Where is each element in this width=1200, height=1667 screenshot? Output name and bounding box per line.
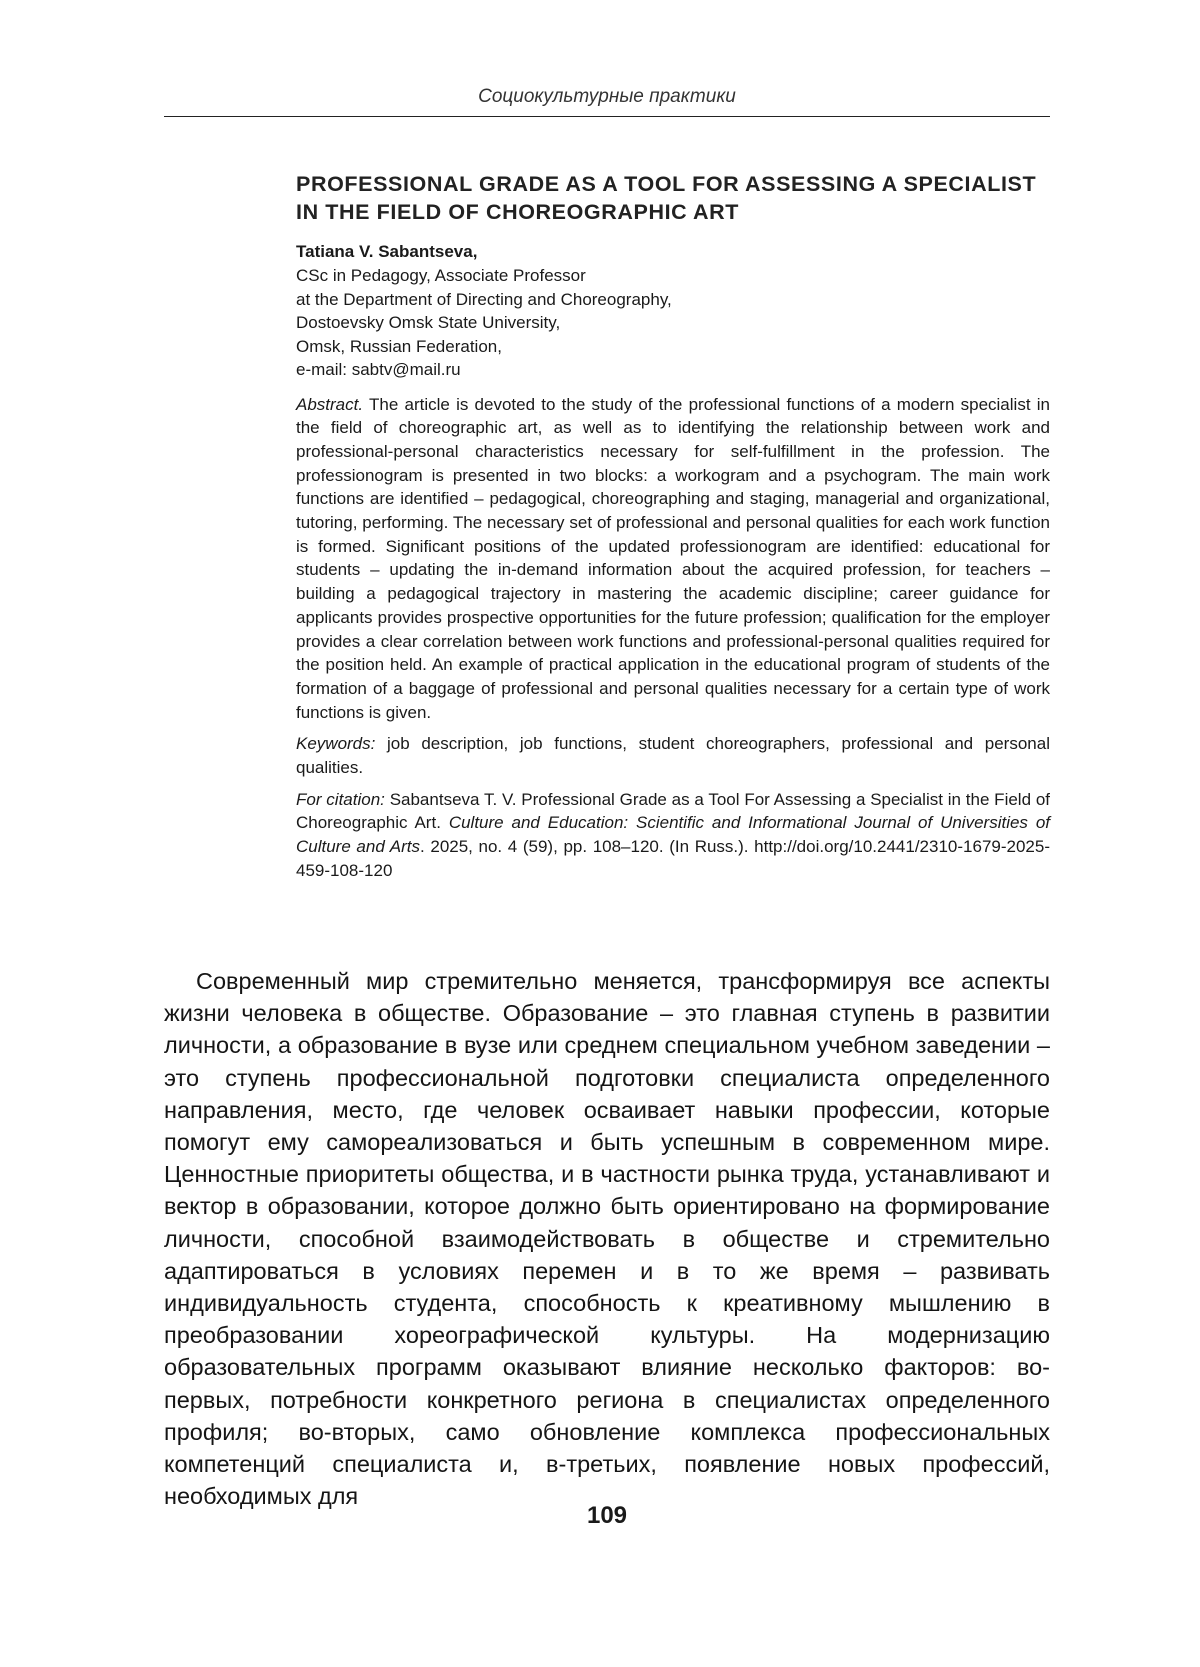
page-number: 109 xyxy=(586,1502,628,1529)
abstract-label: Abstract. xyxy=(296,394,364,414)
abstract-text: The article is devoted to the study of the professional functions of a modern specialist in the field of choreographic art, as well as to identifying the relationship between work and professional-personal characteristics necessary for self-fulfillment in the profession. The professionogram is presented in two blocks: a workogram and a psychogram. The main work functions are identified – pedagogical, choreographing and staging, managerial and organizational, tutoring, performing. The necessary set of professional and personal qualities for each work function is formed. Significant positions of the updated professionogram are identified: educational for students – updating the in-demand information about the acquired profession, for teachers – building a pedagogical trajectory in mastering the academic discipline; career guidance for applicants provides prospective opportunities for the future profession; qualification for the employer provides a clear correlation between work functions and professional-personal qualities required for the position held. An example of practical application in the educational program of students of the formation of a baggage of professional and personal qualities necessary for a certain type of work functions is given. xyxy=(296,394,1050,722)
article-title: PROFESSIONAL GRADE AS A TOOL FOR ASSESSING A SPECIALIST IN THE FIELD OF CHOREOGRAPHIC ART xyxy=(296,172,1037,224)
keywords-label: Keywords: xyxy=(296,734,376,754)
citation-journal: Culture and Education: Scientific and Informational Journal of Universities of Culture and Arts xyxy=(296,813,1050,857)
author-email: e-mail: sabtv@mail.ru xyxy=(296,360,461,379)
header-rule xyxy=(164,116,1050,117)
author-degree: CSc in Pedagogy, Associate Professor xyxy=(296,266,586,285)
author-name: Tatiana V. Sabantseva, xyxy=(296,242,478,261)
citation-text: Sabantseva T. V. Professional Grade as a Tool For Assessing a Specialist in the Field of Choreographic Art. xyxy=(296,789,1051,833)
keywords xyxy=(296,732,1050,779)
running-header: Социокультурные практики xyxy=(478,86,736,107)
citation-details: . 2025, no. 4 (59), pp. 108–120. (In Russ.). http://doi.org/10.2441/2310-1679-2025-459-108-120 xyxy=(296,837,1050,880)
body-paragraph: Современный мир стремительно меняется, трансформируя все аспекты жизни человека в обществе. Образование – это главная ступень в развитии личности, а образование в вузе или среднем специальном учебном заведении – это ступень профессиональной подготовки специалиста определенного направления, место, где человек осваивает навыки профессии, которые помогут ему самореализоваться и быть успешным в современном мире. Ценностные приоритеты общества, и в частности рынка труда, устанавливают и вектор в образовании, которое должно быть ориентировано на формирование личности, способной взаимодействовать в обществе и стремительно адаптироваться в условиях перемен и в то же время – развивать индивидуальность студента, способность к креативному мышлению в преобразовании хореографической культуры. На модернизацию образовательных программ оказывают влияние несколько факторов: во-первых, потребности конкретного региона в специалистах определенного профиля; во-вторых, само обновление комплекса профессиональных компетенций специалиста и, в-третьих, появление новых профессий, необходимых для xyxy=(164,968,1050,1510)
citation xyxy=(296,788,1050,883)
author-university: Dostoevsky Omsk State University, xyxy=(296,313,561,332)
abstract xyxy=(296,393,1050,725)
keywords-text: job description, job functions, student choreographers, professional and personal qualities. xyxy=(296,734,1050,778)
article-block xyxy=(296,170,1050,883)
author-location: Omsk, Russian Federation, xyxy=(296,336,502,356)
citation-label: For citation: xyxy=(296,789,385,809)
author-department: at the Department of Directing and Choreography, xyxy=(296,289,672,309)
